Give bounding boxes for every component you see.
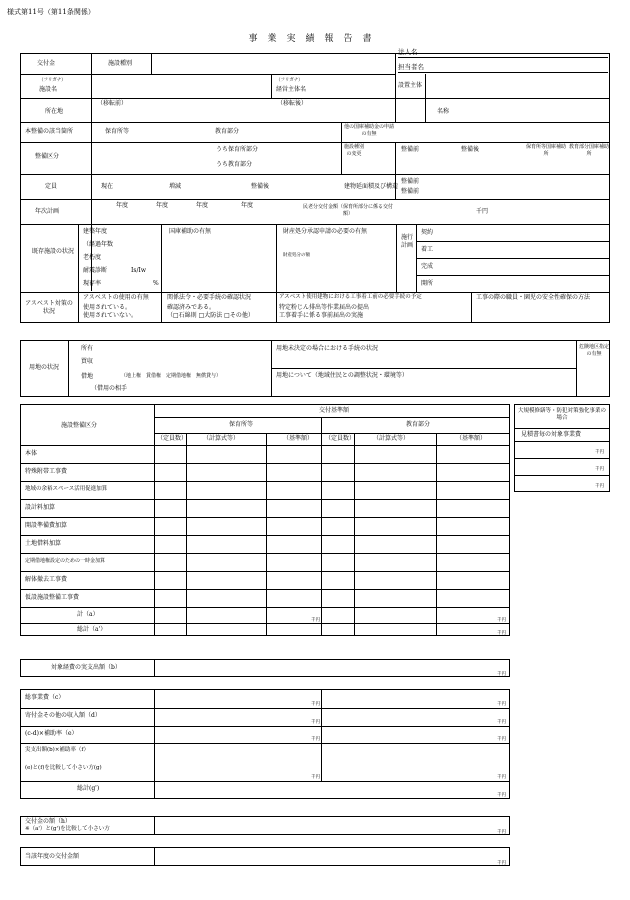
construction-year-label: 建築年度 [83, 228, 108, 235]
education-part-check[interactable]: 教育部分 [215, 128, 240, 135]
after-maintenance-label: 整備後 [461, 146, 480, 153]
aging-label: 老朽度 [83, 254, 102, 261]
d-label: 寄付金その他の収入額（d） [25, 712, 101, 719]
furigana-2: （フリガナ） [276, 78, 303, 83]
g-label: (e)と(f)を比較して小さい方(g) [25, 765, 102, 771]
start-label: 着工 [421, 246, 434, 253]
capacity-after: 整備後 [251, 183, 270, 190]
row-3: 設計料加算 [25, 504, 56, 511]
g2-yen: 千円 [497, 793, 506, 798]
fiscal-grant-row [20, 847, 510, 866]
large-repair-box [514, 404, 610, 492]
education-part-of: うち教育部分 [216, 161, 253, 168]
category-header: 施設整備区分 [61, 422, 98, 429]
h-yen: 千円 [497, 830, 506, 835]
relocation-after: （移転後） [277, 100, 308, 107]
general-info-section [20, 53, 610, 323]
total-a-yen-2: 千円 [497, 618, 506, 623]
regulation-options: （□石綿則 □大防法 □その他） [167, 312, 254, 319]
row-5: 土地借料加算 [25, 540, 62, 547]
facility-name-label: 施設名 [39, 86, 58, 93]
land-lender: （借用の相手 [91, 385, 128, 392]
cost-table [20, 404, 510, 636]
large-repair-yen-2: 千円 [595, 467, 604, 472]
nursery-fixed-header: （定員数） [157, 435, 188, 442]
large-repair-yen-3: 千円 [595, 484, 604, 489]
land-danger: 危険地区指定の有無 [578, 344, 609, 357]
seismic-label: 耐震診断 [83, 267, 108, 274]
annual-plan-label: 年次計画 [35, 208, 60, 215]
land-title: 用地の状況 [29, 364, 60, 371]
education-calc-header: （計算式等） [373, 435, 410, 442]
disposal-amount-label: 財産処分の額 [283, 253, 310, 258]
b-label: 対象経費の実支出額（b） [51, 664, 121, 671]
asbestos-usage-label: アスベストの使用の有無 [83, 294, 149, 301]
grant-amount-row [20, 816, 510, 835]
row-2: 地域の余裕スペース活用促進加算 [25, 486, 108, 492]
d-yen-1: 千円 [311, 720, 320, 725]
total-a2-label: 総計（a'） [77, 626, 107, 633]
opening-label: 開所 [421, 280, 434, 287]
fiscal-label: 当該年度の交付金額 [25, 853, 80, 860]
floor-area-label: 建物延面積及び構造 [344, 183, 399, 190]
elapsed-years-label: （経過年数 [83, 241, 114, 248]
total-a-yen-1: 千円 [311, 618, 320, 623]
fiscal-yen: 千円 [497, 861, 506, 866]
document-title: 事業実績報告書 [248, 34, 382, 44]
c-yen-2: 千円 [497, 702, 506, 707]
nursery-part-check[interactable]: 保育所等 [105, 128, 130, 135]
row-0: 本体 [25, 450, 38, 457]
contract-label: 契約 [421, 229, 434, 236]
relocation-before: （移転前） [97, 100, 128, 107]
capacity-label: 定員 [45, 183, 58, 190]
education-fixed-header: （定員数） [325, 435, 356, 442]
h-label: 交付金の額（h） [25, 818, 71, 825]
total-a2-yen: 千円 [497, 631, 506, 636]
asbestos-not-used[interactable]: 使用されていない。 [83, 312, 138, 319]
existing-title: 既存施設の状況 [31, 248, 74, 255]
d-yen-2: 千円 [497, 720, 506, 725]
nursery-calc-header: （計算式等） [203, 435, 240, 442]
education-header: 教育部分 [406, 421, 431, 428]
calculation-table [20, 689, 510, 799]
regulation-confirmed[interactable]: 確認済みである。 [167, 304, 216, 311]
row-6: 定期借地権設定のための一時金加算 [25, 558, 106, 564]
f-label: 実支出額(b)×補助率（f） [25, 747, 89, 753]
asbestos-used[interactable]: 使用されている。 [83, 304, 132, 311]
operator-label: 経営主体名 [276, 86, 307, 93]
c-label: 総事業費（c） [25, 694, 65, 701]
education-standard-header: （基準額） [456, 435, 487, 442]
land-owned: 所有 [81, 345, 94, 352]
furigana-1: （フリガナ） [39, 78, 66, 83]
basis-header: 交付基準額 [319, 407, 350, 414]
c-yen-1: 千円 [311, 702, 320, 707]
building-work-label: アスベスト使用建物における工事着工前の必要手続の予定 [279, 294, 422, 300]
before-maintenance-label: 整備前 [401, 146, 420, 153]
capacity-current: 現在 [101, 183, 114, 190]
disposal-label: 財産処分承認申請の必要の有無 [283, 228, 368, 235]
land-local: 用地について（地域住民との調整状況・環境等） [276, 372, 408, 379]
plan-year-2: 年度 [156, 202, 169, 209]
floor-before-2: 整備前 [401, 188, 420, 195]
other-subsidy-label: 他の国庫補助金の申請の有無 [343, 124, 394, 137]
establisher-label: 設置主体 [397, 82, 422, 89]
row-4: 開設準備費加算 [25, 522, 68, 529]
land-section [20, 340, 610, 397]
subsidy-label: 交付金 [37, 60, 56, 67]
large-repair-title: 大規模修繕等・防犯対策強化事業の場合 [517, 408, 606, 422]
national-subsidy-label: 国庫補助の有無 [169, 228, 212, 235]
b-yen: 千円 [497, 672, 506, 677]
regulation-label: 関係法令・必要手続の確認状況 [167, 294, 252, 301]
land-lease-types: （地上権 賃借権 定期借地権 無償貸与） [121, 373, 222, 379]
e-yen-2: 千円 [497, 737, 506, 742]
actual-expense-row [20, 659, 510, 677]
row-8: 仮設施設整備工事費 [25, 594, 80, 601]
notice-impl-label: 工事着手に係る事前届出の実施 [279, 312, 364, 319]
g2-label: 総計(g') [77, 785, 100, 792]
land-purchase: 買収 [81, 358, 94, 365]
percent-unit: % [153, 280, 159, 287]
is-iw-label: Is/Iw [131, 267, 146, 274]
safety-label: 工事の際の職員・園児の安全性確保の方法 [476, 294, 591, 301]
nursery-part-of: うち保育所部分 [216, 146, 259, 153]
large-repair-sub: 見積書毎の対象事業費 [521, 431, 582, 438]
private-burden-label: 民老分交付金額（保育所部分に係る交付額） [303, 204, 394, 217]
large-repair-yen-1: 千円 [595, 450, 604, 455]
plan-year-3: 年度 [196, 202, 209, 209]
plan-year-1: 年度 [116, 202, 129, 209]
facility-type-label: 施設種別 [108, 60, 133, 67]
construction-plan-label: 施行計画 [400, 234, 413, 249]
asbestos-title: アスベスト対策の状況 [25, 300, 73, 315]
contact-label: 担当者名 [398, 63, 424, 71]
plan-year-4: 年度 [241, 202, 254, 209]
h-note: ※（a'）と(g')を比較して小さい方 [25, 826, 110, 832]
nursery-national-label: 保育所等国庫補助所 [526, 144, 567, 157]
g-yen-1: 千円 [311, 775, 320, 780]
e-yen-1: 千円 [311, 737, 320, 742]
row-1: 特殊附帯工事費 [25, 468, 68, 475]
e-label: (c-d)×補助率（e） [25, 730, 78, 737]
project-category-label: 本整備の該当箇所 [25, 128, 74, 135]
land-undecided: 用地未決定の場合における手続の状況 [276, 345, 379, 352]
maintenance-type-label: 整備区分 [35, 153, 60, 160]
corp-name-label: 法人名 [398, 48, 418, 56]
g-yen-2: 千円 [497, 775, 506, 780]
completion-label: 完成 [421, 263, 434, 270]
land-lease: 借地 [81, 373, 94, 380]
current-rate-label: 現存率 [83, 280, 102, 287]
row-7: 解体撤去工事費 [25, 576, 68, 583]
facility-type-change: 施設種別の変更 [343, 144, 364, 157]
private-burden-yen: 千円 [476, 208, 489, 215]
name-label: 名称 [437, 108, 450, 115]
nursery-header: 保育所等 [229, 421, 254, 428]
nursery-standard-header: （基準額） [283, 435, 314, 442]
capacity-increase: 増減 [169, 183, 182, 190]
location-label: 所在地 [45, 108, 64, 115]
floor-before: 整備前 [401, 178, 420, 185]
form-label: 様式第11号（第11条関係） [7, 8, 95, 16]
education-national-label: 教育部分国庫補助所 [569, 144, 610, 157]
dust-notice-label: 特定粉じん排出等作業届出の提出 [279, 304, 370, 311]
total-a-label: 計（a） [77, 611, 99, 618]
